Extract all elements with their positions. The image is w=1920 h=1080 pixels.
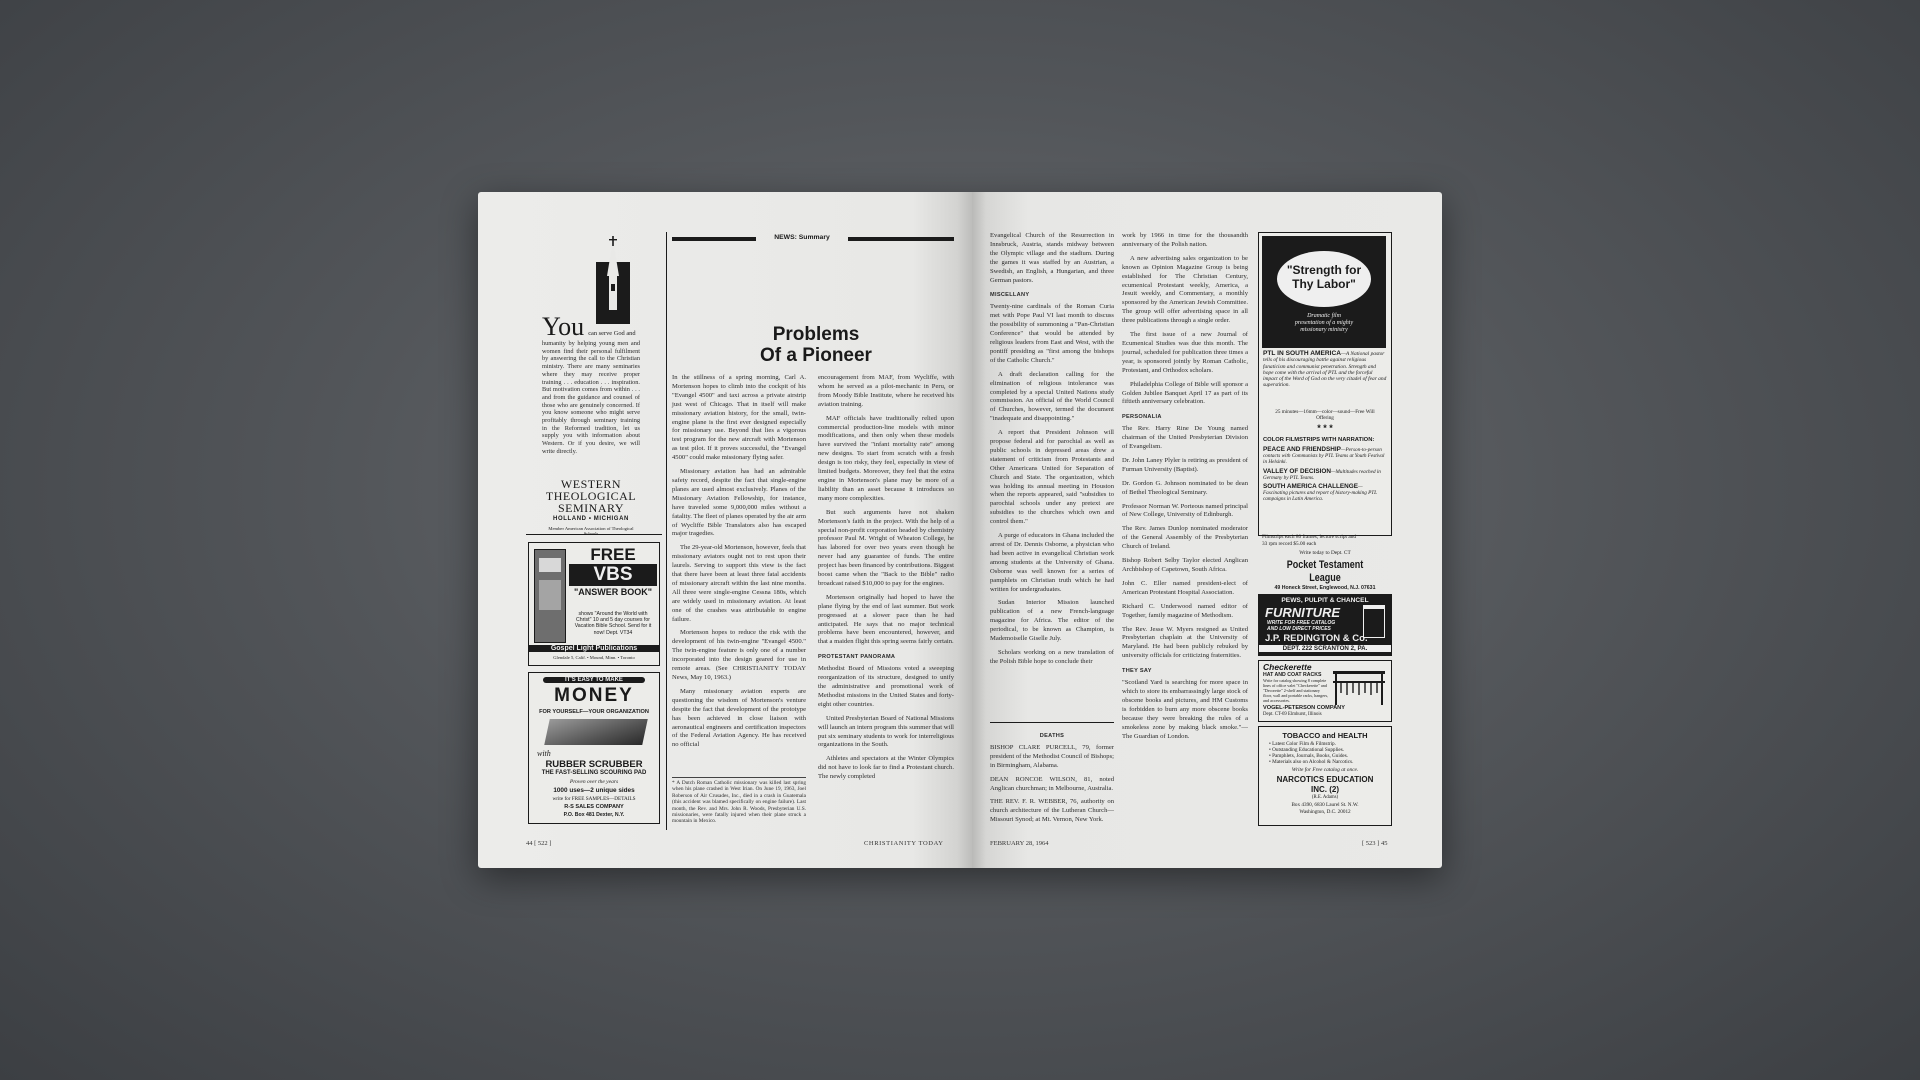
page-number-left: 44 [ 522 ]: [526, 840, 552, 847]
article-paragraph: But such arguments have not shaken Mortenson's faith in the project. With the help of a special non-profit corporation headed by chemistry professor Paul M. Wright of Wheaton College, he has labored for over two years even though he never had any guarantee of funds. The entire project has been financed by contributions. Biggest boost came when the "Back to the Bible" radio broadcast raised $10,000 to pay for the engines.: [818, 508, 954, 587]
article-paragraph: Missionary aviation has had an admirable safety record, despite the fact that single-engine planes are used almost exclusively. Planes of the Missionary Aviation Fellowship, for instance, have traveled some 9,000,000 miles without a fatality. The fleet of planes operated by the air arm of Wycliffe Bible Translators also has escaped major tragedies.: [672, 468, 806, 538]
furniture-line-4: AND LOW DIRECT PRICES: [1267, 626, 1331, 632]
coat-rack-icon: [1331, 667, 1387, 707]
seminary-location: HOLLAND • MICHIGAN: [553, 516, 629, 522]
article-paragraph: Many missionary aviation experts are questioning the wisdom of Mortenson's venture despite the fact that development of the prototype has been achieved in close liaison with aeronautical engineers and certification inspectors of the Federal Aviation Agency. He has received no official: [672, 687, 806, 749]
film-write: Write today to Dept. CT: [1299, 550, 1351, 557]
furniture-dept: DEPT. 222 SCRANTON 2, PA.: [1259, 645, 1391, 652]
news-paragraph: A purge of educators in Ghana included the arrest of Dr. Dennis Osborne, a physician who had been active in evangelical Christian work among students at the University of Ghana. Osborne was well known for a series of pamphlets on Christian truth which he had written for undergraduates.: [990, 532, 1114, 593]
personalia-item: Dr. Gordon G. Johnson nominated to be dean of Bethel Theological Seminary.: [1122, 479, 1248, 496]
magazine-spread: [478, 192, 1442, 868]
money-top: IT'S EASY TO MAKE: [543, 677, 645, 683]
tobacco-org-3: (R.E. Adams): [1311, 795, 1339, 800]
money-proven: Proven over the years: [569, 779, 619, 785]
death-notice: BISHOP CLARE PURCELL, 79, former president of the Methodist Council of Bishops; in Birmingham, Alabama.: [990, 743, 1114, 769]
section-heading: THEY SAY: [1122, 668, 1152, 675]
tobacco-catalog: Write for Free catalog at once.: [1291, 767, 1359, 773]
film-title-box: [1262, 236, 1386, 348]
money-with: with: [537, 749, 551, 758]
personalia-item: Bishop Robert Selby Taylor elected Anglican Archbishop of Capetown, South Africa.: [1122, 557, 1248, 573]
ptl-film-ad: [1258, 232, 1392, 536]
news-paragraph: Philadelphia College of Bible will sponsor a Golden Jubilee Banquet April 17 as part of its fiftieth anniversary celebration.: [1122, 380, 1248, 406]
tobacco-item: • Materials also on Alcohol & Narcotics.: [1269, 759, 1354, 765]
personalia-item: John C. Eller named president-elect of American Protestant Hospital Association.: [1122, 579, 1248, 596]
quote-paragraph: "Scotland Yard is searching for more space in which to store its embarrassingly large stock of obscene books and pictures, and HM Customs is forbidden to burn any more obscene books because they were breaking the rules of a smokeless zone by making black smoke."—The Guardian of London.: [1122, 679, 1248, 740]
news-paragraph: Evangelical Church of the Resurrection in Innsbruck, Austria, stands midway between the Olympic village and the stadium. During the games it was staffed by an Austrian, a Swedish, an English, a Hungarian, and three German pastors.: [990, 232, 1114, 284]
vbs-free: FREE: [590, 545, 636, 564]
racks-brand: Checkerette: [1263, 662, 1312, 672]
vbs-locations: Glendale 5, Calif. • Mound, Minn. • Toronto: [553, 655, 635, 660]
furniture-line-2: FURNITURE: [1265, 605, 1341, 620]
article-paragraph: United Presbyterian Board of National Missions will launch an intern program this summer that will put six seminary students to work for interreligious organizations in the South.: [818, 714, 954, 749]
article-paragraph: Mortenson hopes to reduce the risk with the development of his twin-engine "Evangel 4500." The twin-engine feature is only one of a number incorporated into the design geared for use in remote areas. (See CHRISTIANITY TODAY News, May 10, 1963.): [672, 629, 806, 681]
filmstrip-3: SOUTH AMERICA CHALLENGE: [1263, 483, 1359, 491]
film-stars: * * *: [1317, 423, 1333, 433]
film-sub-1: Dramatic film: [1307, 313, 1341, 319]
drop-cap: You: [542, 312, 585, 341]
tobacco-org-1: NARCOTICS EDUCATION: [1276, 775, 1374, 784]
ptl-contact: [1258, 534, 1392, 591]
news-column-2: [1122, 232, 1248, 746]
money-uses: 1000 uses—2 unique sides: [553, 787, 635, 794]
headline: [678, 324, 954, 366]
filmstrip-2-text: —Multitudes reached in Germany by PTL Teams.: [1263, 468, 1381, 481]
section-heading: PROTESTANT PANORAMA: [818, 654, 896, 661]
deaths-rule: [990, 722, 1114, 723]
tobacco-address-1: Box 4390, 6830 Laurel St. N.W.: [1291, 802, 1359, 808]
racks-company: VOGEL-PETERSON COMPANY: [1263, 705, 1345, 711]
seminary-lead: can serve God and: [588, 330, 636, 337]
article-footnote: * A Dutch Roman Catholic missionary was killed last spring when his plane crashed in West Irian. On June 19, 1963, Joel Roberson of Air Crusades, Inc., died in a crash in Guatemala (this accident was blamed specifically on engine failure). Last month, the Rev. and Mrs. John R. Woods, Presbyterian U.S. missionaries, were fatally injured when their plane struck a mountain in Mexico.: [672, 777, 806, 825]
ptl-text: —A National pastor tells of his discouraging battle against religious fanaticism and communist penetration. Strength and hope come with the arrival of PTL and the forceful impact of the Word of God on the very citadel of fear and superstition.: [1263, 351, 1387, 389]
ad-divider-1: [526, 534, 662, 535]
tobacco-org-2: INC. (2): [1311, 785, 1339, 794]
headline-line-2: Of a Pioneer: [760, 345, 872, 366]
personalia-item: Dr. John Laney Plyler is retiring as president of Furman University (Baptist).: [1122, 456, 1248, 473]
personalia-item: The Rev. Harry Rine De Young named chairman of the United Presbyterian Division of Evangelism.: [1122, 425, 1248, 451]
seminary-body: humanity by helping young men and women find their personal fulfilment by answering the call to the Christian ministry. There are many seminaries where they may receive proper training . . . education . . . inspiration. But motivation comes from within . . . and from the guidance and counsel of those who are genuinely concerned. If you know someone who might serve profitably through seminary training in the Reformed tradition, let us supply you with information about Western. Or if you desire, we will write directly.: [542, 340, 640, 455]
racks-dept: Dept. CT-69 Elmhurst, Illinois: [1263, 712, 1322, 717]
film-details: 25 minutes—16mm—color—sound—Free Will Offering: [1275, 409, 1375, 421]
seminary-name-1: WESTERN: [560, 477, 622, 491]
rubber-scrubber-ad: [528, 672, 660, 824]
film-title-2: Thy Labor": [1292, 277, 1356, 291]
article-paragraph: Athletes and spectators at the Winter Olympics did not have to look far to find a Protestant church. The newly completed: [818, 755, 954, 781]
tobacco-item: • Latest Color Film & Filmstrip.: [1269, 741, 1336, 747]
vbs-body: shows "Around the World with Christ" 10 and 5 day courses for Vacation Bible School. Send for it now! Dept. VT34: [574, 611, 652, 636]
article-column-2: [818, 374, 954, 787]
ptl-heading: PTL IN SOUTH AMERICA: [1263, 350, 1342, 357]
furniture-line-1: PEWS, PULPIT & CHANCEL: [1281, 597, 1369, 604]
running-date-right: FEBRUARY 28, 1964: [990, 840, 1049, 847]
death-notice: THE REV. F. R. WEBBER, 76, authority on church architecture of the Lutheran Church—Missouri Synod; at Mt. Vernon, New York.: [990, 798, 1114, 824]
furniture-ad: [1258, 594, 1392, 656]
section-heading: MISCELLANY: [990, 292, 1030, 299]
article-column-1: [672, 374, 806, 755]
section-heading: DEATHS: [1039, 733, 1065, 739]
section-header: NEWS: Summary: [774, 234, 830, 241]
money-tagline: THE FAST-SELLING SCOURING PAD: [541, 770, 647, 776]
seminary-name-2: THEOLOGICAL: [545, 489, 637, 503]
right-page: [972, 192, 1442, 868]
deaths-column: [990, 726, 1114, 830]
news-paragraph: The first issue of a new Journal of Ecumenical Studies was due this month. The journal, scheduled for publication three times a year, is sponsored jointly by Roman Catholic, Protestant, and Orthodox scholars.: [1122, 331, 1248, 374]
article-paragraph: The 29-year-old Mortenson, however, feels that missionary aviators ought not to rest upon their laurels. Serving to support this view is the fact that there have been at least three fatal accidents of missionary aircraft within the last nine months. All three were single-engine Cessna 180s, which are widely used in missionary aviation. At least one of the crashes was attributable to engine failure.: [672, 544, 806, 623]
furniture-line-3: WRITE FOR FREE CATALOG: [1267, 620, 1336, 626]
tobacco-item: • Pamphlets, Journals, Books, Guides.: [1269, 753, 1349, 759]
filmstrip-3-text: —Fascinating pictures and report of history-making PTL campaigns in Latin America.: [1263, 484, 1377, 503]
article-paragraph: encouragement from MAF, from Wycliffe, with whom he served as a pilot-mechanic in Peru, or from Moody Bible Institute, where he received his aviation training.: [818, 374, 954, 408]
film-price-1: Filmstrips each 80 frames, lecture script and: [1262, 534, 1356, 540]
tobacco-address-2: Washington, D.C. 20012: [1299, 809, 1351, 815]
article-paragraph: In the stillness of a spring morning, Carl A. Mortenson hopes to climb into the cockpit of his "Evangel 4500" and taxi across a private airstrip just west of Chicago. That in itself will make missionary aviation history, for the small, twin-engine plane is the first ever designed especially for missionary use. Beyond that lies a vigorous test program for the new aircraft with Mortenson as test pilot. If it proves successful, the "Evangel 4500" could make missionary flying safer.: [672, 374, 806, 462]
money-product: RUBBER SCRUBBER: [545, 759, 643, 770]
personalia-item: Richard C. Underwood named editor of Together, family magazine of Methodism.: [1122, 602, 1248, 619]
filmstrip-1-text: —Person-to-person contacts with Communists by PTL Teams at Youth Festival in Helsinki.: [1263, 447, 1385, 466]
film-sub-3: missionary ministry: [1300, 327, 1348, 333]
vbs-publisher: Gospel Light Publications: [529, 645, 659, 652]
personalia-item: The Rev. Jesse W. Myers resigned as United Presbyterian chaplain at the University of Maryland. He had been publicly rebuked by university officials for criticizing fraternities.: [1122, 625, 1248, 660]
league-name: Pocket Testament League: [1286, 558, 1364, 584]
furniture-company: J.P. REDINGTON & Co.: [1265, 633, 1368, 644]
color-filmstrips-heading: COLOR FILMSTRIPS WITH NARRATION:: [1263, 437, 1375, 443]
column-rule: [666, 232, 667, 830]
personalia-item: Professor Norman W. Porteous named principal of New College, University of Edinburgh.: [1122, 502, 1248, 519]
news-paragraph: work by 1966 in time for the thousandth anniversary of the Polish nation.: [1122, 232, 1248, 248]
money-company: R-S SALES COMPANY: [564, 804, 624, 810]
seminary-member: Member American Association of Theological: [548, 526, 634, 531]
news-paragraph: A new advertising sales organization to be known as Opinion Magazine Group is being established for The Christian Century, ecumenical Protestant weekly, America, a Jesuit weekly, and Commentary, a monthly sponsored by the American Jewish Committee. The group will offer advertising space in all three publications through a single order.: [1122, 254, 1248, 325]
article-paragraph: Methodist Board of Missions voted a sweeping reorganization of its structure, designed to unify the administrative and promotional work of Methodist missions in the United States and forty-eight other countries.: [818, 665, 954, 708]
article-paragraph: MAF officials have traditionally relied upon commercial production-line models with minor modifications, and then only when these models have survived the "infant mortality rate" among new designs. To start from scratch with a fresh design is too risky, they feel, especially in view of limited budgets. Moreover, they feel that the extra engine in Mortenson's plane may be more of a liability than an asset because it introduces so many more complexities.: [818, 414, 954, 502]
tobacco-title: TOBACCO and HEALTH: [1282, 731, 1368, 740]
vbs-title: VBS: [569, 564, 657, 586]
money-samples: write for FREE SAMPLES—DETAILS: [552, 796, 636, 802]
money-sub: FOR YOURSELF—YOUR ORGANIZATION: [539, 709, 649, 715]
film-sub-2: presentation of a mighty: [1294, 320, 1354, 326]
running-title-left: CHRISTIANITY TODAY: [864, 840, 944, 847]
news-paragraph: A report that President Johnson will propose federal aid for parochial as well as public schools in depressed areas drew a statement of criticism from Protestants and Other Americans United for Separation of Church and State. The organization, which was holding its annual meeting in Houston when the reports appeared, said "subsidies to parochial schools under any pretext are subsidies to the churches which own and control them.": [990, 429, 1114, 526]
news-paragraph: Scholars working on a new translation of the Polish Bible hope to conclude their: [990, 648, 1114, 665]
league-address: 49 Honeck Street, Englewood, N.J. 07631: [1274, 584, 1376, 591]
personalia-item: The Rev. James Dunlop nominated moderator of the General Assembly of the Presbyterian Church of Ireland.: [1122, 525, 1248, 551]
film-title-1: "Strength for: [1286, 263, 1362, 277]
racks-line: HAT AND COAT RACKS: [1263, 672, 1322, 678]
page-number-right: [ 523 ] 45: [1362, 840, 1388, 847]
tobacco-item: • Outstanding Educational Supplies.: [1269, 747, 1345, 753]
church-steeple-icon: [596, 236, 630, 324]
tobacco-health-ad: [1258, 726, 1392, 826]
coat-racks-ad: [1258, 660, 1392, 722]
filmstrip-2: VALLEY OF DECISION: [1263, 467, 1331, 475]
money-address: P.O. Box 481 Dexter, N.Y.: [563, 812, 625, 818]
headline-line-1: Problems: [772, 324, 860, 345]
vbs-book-image: [534, 549, 566, 643]
news-paragraph: Twenty-nine cardinals of the Roman Curia met with Pope Paul VI last month to discuss the possibility of summoning a "Pan-Christian Conference" that would be attended by religious leaders from East and West, with the pontiff presiding as "first among the bishops of the Catholic Church.": [990, 303, 1114, 364]
article-paragraph: Mortenson originally had hoped to have the plane flying by the end of last summer. But work progressed at a slower pace than he had anticipated. He says that no major technical problems have been encountered, however, and that a maiden flight this spring seems fairly certain.: [818, 593, 954, 646]
scrubber-pad-image: [544, 719, 648, 745]
filmstrip-1: PEACE AND FRIENDSHIP: [1263, 446, 1341, 453]
vbs-answer-book: "ANSWER BOOK": [573, 587, 653, 597]
header-bar-left: [672, 237, 756, 241]
news-paragraph: A draft declaration calling for the elimination of religious intolerance was completed by a special United Nations study commission. An official of the World Council of Churches, however, termed the document "inadequate and disappointing.": [990, 370, 1114, 423]
seminary-name-3: SEMINARY: [557, 501, 624, 515]
film-price-2: 33 rpm record $5.00 each: [1262, 540, 1317, 547]
money-headline: MONEY: [554, 685, 634, 706]
news-paragraph: Sudan Interior Mission launched publication of a new French-language magazine for Africa. The editor of the periodical, to be known as Champion, is Mademoiselle Giselle July.: [990, 599, 1114, 643]
vbs-ad: [528, 542, 660, 666]
header-bar-right: [848, 237, 954, 241]
left-page: [478, 192, 972, 868]
news-column-1: [990, 232, 1114, 672]
death-notice: DEAN RONCOE WILSON, 81, noted Anglican churchman; in Melbourne, Australia.: [990, 775, 1114, 792]
section-heading: PERSONALIA: [1122, 414, 1162, 421]
racks-text: Write for catalog showing 8 complete lines of office valet "Checkerette" and "Decorette" 2-shelf and stationary floor, wall and portable racks, hangers, and accessories.: [1263, 678, 1329, 703]
